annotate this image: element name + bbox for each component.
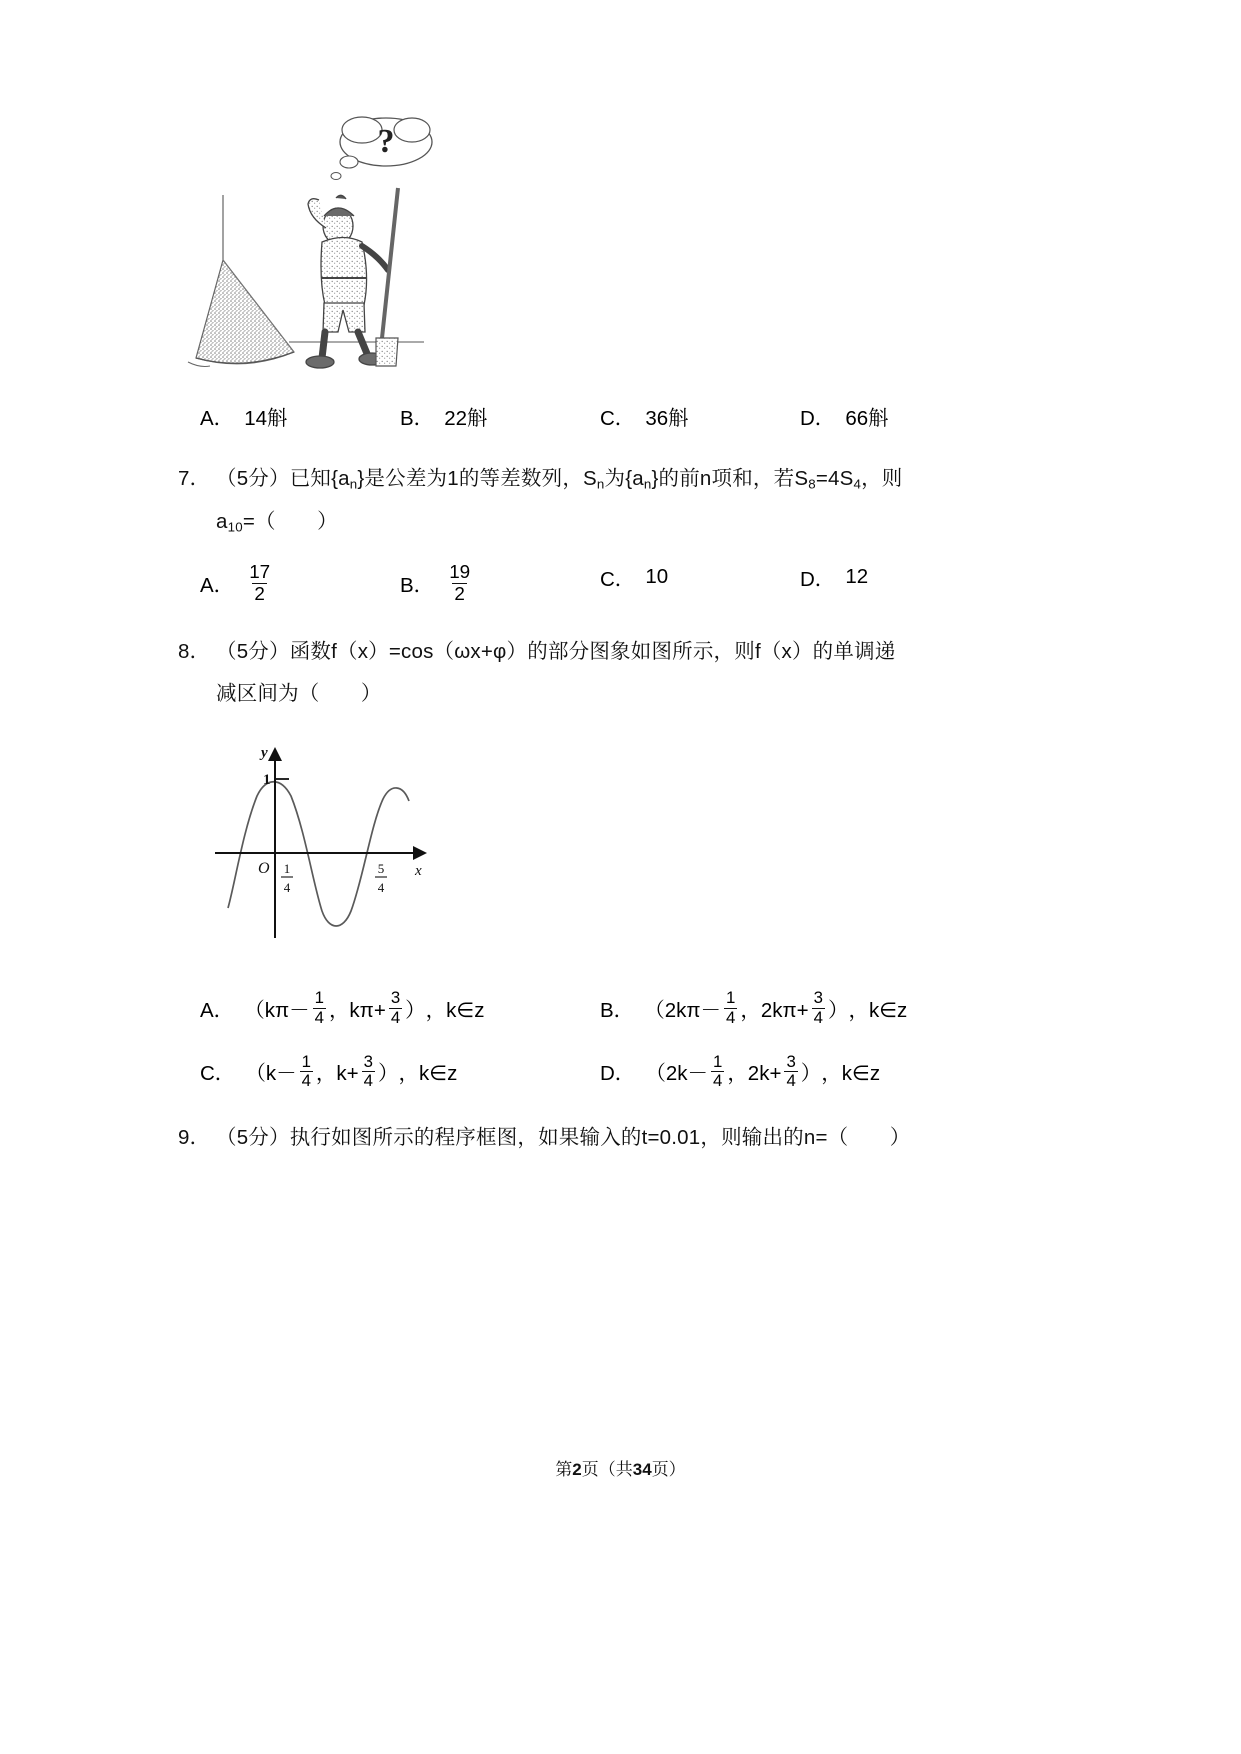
q8-option-b[interactable] (600, 989, 907, 1026)
q7-text-c: 为{a (604, 467, 644, 490)
q8-option-c-f1-den: 4 (301, 1070, 311, 1090)
question9-text-1: 执行如图所示的程序框图，如果输入的t=0.01，则输出的n=（ ） (289, 1126, 911, 1150)
q8-option-d-f1-den: 4 (712, 1070, 723, 1090)
footer-suffix: 页） (651, 1460, 686, 1479)
svg-text:4: 4 (377, 880, 385, 896)
q8-option-c-f1-num: 1 (301, 1051, 311, 1071)
q8-option-c-term2: ，k+ (315, 1062, 359, 1086)
footer-middle: 页（共 (581, 1460, 633, 1479)
q8-option-b-f2-num: 3 (813, 988, 823, 1008)
q8-option-c-tail: ，k∈z (398, 1062, 458, 1086)
q8-option-a-tail: ，k∈z (425, 999, 485, 1023)
question9-number: 9． (178, 1126, 211, 1150)
question9-score: （5分） (216, 1126, 290, 1150)
figure-ancient-person-illustration (186, 100, 486, 375)
option-c-label: C． (600, 407, 636, 430)
q8-option-d-f2-num: 3 (786, 1051, 796, 1071)
q8-option-b-term2: ，2kπ+ (740, 999, 809, 1023)
q7-text-b: }是公差为1的等差数列，S (357, 467, 597, 490)
question8-line2 (178, 680, 1058, 708)
option-d-label: D． (800, 407, 836, 430)
q8-option-c-close: ） (377, 1062, 399, 1086)
q7-option-a-numerator: 17 (249, 561, 271, 583)
q8-option-b-term1: 2kπ－ (664, 999, 721, 1023)
q7-sub-n3: n (643, 476, 652, 492)
q8-option-b-close: ） (827, 999, 849, 1023)
q7-option-c-text: 10 (645, 565, 669, 589)
q8-option-a-open: （ (244, 999, 265, 1023)
q7-a-symbol: a (216, 509, 228, 533)
q8-option-a-fraction2 (389, 989, 402, 1026)
q7-text-f: ，则 (861, 467, 903, 490)
q7-option-a-label: A． (200, 574, 235, 598)
graph-origin-label: O (258, 860, 270, 878)
q8-option-a-f1-num: 1 (314, 988, 324, 1008)
page-footer (0, 1455, 1241, 1480)
q8-option-c-label: C． (200, 1062, 236, 1086)
q8-option-d-term1: 2k－ (665, 1062, 708, 1086)
question6-options-row (178, 401, 1058, 431)
q7-option-c-label: C． (600, 568, 636, 592)
svg-text:5: 5 (377, 861, 385, 877)
graph-x-tick-quarter (281, 861, 293, 895)
svg-text:?: ? (377, 123, 395, 160)
q8-option-c-f2-den: 4 (363, 1070, 373, 1090)
q8-option-a-fraction1 (313, 989, 326, 1026)
option-c-text: 36斛 (645, 407, 689, 430)
q8-option-a-term1: kπ－ (264, 999, 310, 1023)
q8-option-b-f2-den: 4 (813, 1007, 823, 1027)
q7-option-a-fraction (247, 562, 272, 604)
page-content (178, 100, 1058, 1152)
question8-number: 8． (178, 640, 211, 664)
q8-option-b-fraction2 (812, 989, 825, 1026)
q8-option-c-fraction1 (300, 1053, 313, 1090)
q7-option-b-fraction (447, 562, 472, 604)
question8-options-row-2 (178, 1053, 1058, 1090)
option-a-label: A． (200, 407, 235, 430)
option-d[interactable] (800, 401, 889, 431)
q8-option-d-fraction2 (784, 1053, 797, 1090)
question8-options-row-1 (178, 989, 1058, 1026)
q7-option-b-denominator: 2 (454, 582, 465, 604)
question7-line1 (178, 465, 1058, 494)
question8-line1 (178, 638, 1058, 666)
q7-text-e: =4S (815, 467, 854, 490)
footer-prefix: 第 (555, 1460, 573, 1479)
q7-option-b[interactable] (400, 562, 600, 604)
q7-option-d-text: 12 (845, 565, 869, 589)
q8-option-d-f2-den: 4 (786, 1070, 796, 1090)
thought-bubble-icon (331, 117, 432, 180)
q8-option-b-f1-den: 4 (725, 1007, 736, 1027)
q8-option-d-fraction1 (711, 1053, 724, 1090)
option-a-text: 14斛 (244, 407, 288, 430)
q7-sub-4: 4 (853, 476, 862, 492)
question8-score: （5分） (216, 640, 290, 664)
q8-option-d[interactable] (600, 1053, 880, 1090)
q8-option-b-f1-num: 1 (725, 988, 736, 1008)
graph-x-tick-five-quarters (375, 861, 387, 895)
q8-option-a-f2-num: 3 (390, 988, 401, 1008)
question9-line1 (178, 1124, 1058, 1152)
q7-text-a: 已知{a (289, 467, 350, 490)
q8-option-b-open: （ (644, 999, 665, 1023)
question7-number: 7． (178, 467, 211, 490)
q8-option-d-close: ） (800, 1062, 822, 1086)
q8-option-b-tail: ，k∈z (848, 999, 908, 1023)
q7-option-a-denominator: 2 (254, 582, 265, 604)
question7-options-row (178, 562, 1058, 604)
figure-cosine-graph (213, 733, 473, 963)
q7-sub-8: 8 (808, 476, 816, 492)
q8-option-a[interactable] (200, 989, 600, 1026)
footer-page-number: 2 (572, 1460, 582, 1479)
q8-option-d-tail: ，k∈z (821, 1062, 881, 1086)
q7-option-b-numerator: 19 (449, 561, 471, 583)
svg-text:4: 4 (283, 880, 291, 896)
q7-option-d-label: D． (800, 568, 836, 592)
q8-option-a-term2: ，kπ+ (328, 999, 386, 1023)
svg-text:1: 1 (283, 861, 291, 877)
graph-y-axis-label: y (261, 745, 268, 762)
q8-option-d-label: D． (600, 1062, 636, 1086)
option-d-text: 66斛 (845, 407, 889, 430)
q8-option-c-open: （ (245, 1062, 266, 1086)
q8-option-c[interactable] (200, 1053, 600, 1090)
q7-option-b-label: B． (400, 574, 435, 598)
q7-option-c[interactable] (600, 562, 800, 592)
q8-option-c-term1: k－ (265, 1062, 297, 1086)
q8-option-b-label: B． (600, 999, 635, 1023)
q8-option-d-f1-num: 1 (712, 1051, 723, 1071)
option-b-text: 22斛 (444, 407, 488, 430)
q8-option-b-fraction1 (724, 989, 737, 1026)
q7-sub-n2: n (596, 476, 605, 492)
q8-option-d-open: （ (645, 1062, 666, 1086)
graph-y-tick-1: 1 (263, 772, 271, 789)
q8-option-a-label: A． (200, 999, 235, 1023)
q7-sub-10: 10 (227, 519, 243, 535)
question7-line2 (178, 508, 1058, 537)
footer-total-pages: 34 (632, 1460, 652, 1479)
graph-x-axis-label: x (415, 863, 422, 880)
q8-option-d-term2: ，2k+ (727, 1062, 782, 1086)
option-b-label: B． (400, 407, 435, 430)
q7-equals-blank: =（ ） (242, 509, 338, 533)
q8-option-a-close: ） (405, 999, 426, 1023)
q8-option-c-fraction2 (362, 1053, 375, 1090)
option-b[interactable] (400, 401, 600, 431)
q7-option-a[interactable] (200, 562, 400, 604)
q7-option-d[interactable] (800, 562, 868, 592)
question8-text-2: 减区间为（ ） (216, 681, 382, 705)
q8-option-a-f1-den: 4 (314, 1007, 324, 1027)
question7-score: （5分） (216, 467, 290, 490)
option-c[interactable] (600, 401, 800, 431)
q7-text-d: }的前n项和，若S (651, 467, 809, 490)
q8-option-c-f2-num: 3 (363, 1051, 373, 1071)
option-a[interactable] (200, 401, 400, 431)
shovel-tool (376, 188, 398, 366)
q7-sub-n1: n (349, 476, 358, 492)
q8-option-a-f2-den: 4 (390, 1007, 401, 1027)
question8-text-1: 函数f（x）=cos（ωx+φ）的部分图象如图所示，则f（x）的单调递 (289, 640, 896, 664)
cone-grain-pile (188, 260, 294, 367)
